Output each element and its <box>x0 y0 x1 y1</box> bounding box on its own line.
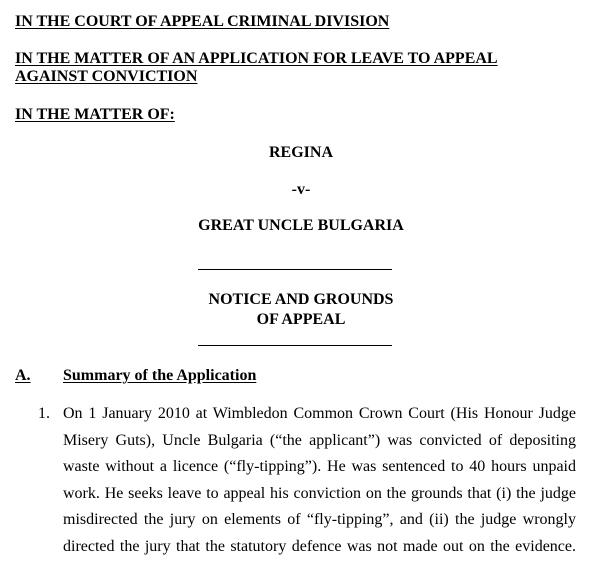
paragraph-line: misdirected the jury on elements of “fly-tipping”, and (ii) the judge wrongly <box>63 511 576 528</box>
versus-label: -v- <box>291 181 311 198</box>
court-heading: IN THE COURT OF APPEAL CRIMINAL DIVISION <box>15 13 390 30</box>
paragraph-line: Misery Guts), Uncle Bulgaria (“the applicant”) was convicted of depositing <box>63 431 576 449</box>
application-heading-line1: IN THE MATTER OF AN APPLICATION FOR LEAVE TO APPEAL <box>15 50 498 67</box>
title-rule-bottom <box>198 345 392 346</box>
paragraph-line: directed the jury that the statutory defence was not made out on the evidence. <box>63 537 576 555</box>
paragraph-line: waste without a licence (“fly-tipping”). He was sentenced to 40 hours unpaid <box>63 458 576 475</box>
paragraph-line: work. He seeks leave to appeal his conviction on the grounds that (i) the judge <box>63 484 576 502</box>
matter-of-heading: IN THE MATTER OF: <box>15 106 175 123</box>
document-title-line2: OF APPEAL <box>256 311 346 328</box>
paragraph-line: On 1 January 2010 at Wimbledon Common Crown Court (His Honour Judge <box>63 405 576 422</box>
section-title: Summary of the Application <box>63 367 257 384</box>
document-title-line1: NOTICE AND GROUNDS <box>208 291 394 308</box>
defendant-party: GREAT UNCLE BULGARIA <box>198 217 404 234</box>
title-rule-top <box>198 269 392 270</box>
application-heading-line2: AGAINST CONVICTION <box>15 68 198 85</box>
paragraph-number: 1. <box>38 405 50 422</box>
section-letter: A. <box>15 367 31 384</box>
paragraph-body <box>63 401 576 560</box>
prosecution-party: REGINA <box>268 144 333 161</box>
